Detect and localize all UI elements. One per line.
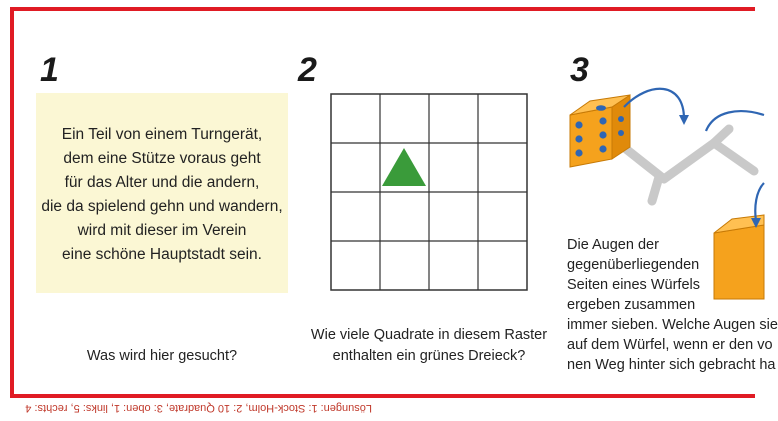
riddle-line: für das Alter und die andern, [64, 174, 260, 191]
puzzle-frame [10, 7, 778, 398]
puzzle-3-line: auf dem Würfel, wenn er den vo [567, 337, 773, 353]
puzzle-3-text [567, 235, 777, 375]
puzzle-2-question [296, 325, 562, 367]
riddle-line: dem eine Stütze voraus geht [63, 150, 261, 167]
solution-text: Lösungen: 1: Stock-Holm, 2: 10 Quadrate, 3: oben: 1, links: 5, rechts: 4 [25, 402, 372, 414]
riddle-line: Ein Teil von einem Turngerät, [61, 126, 263, 143]
riddle-line: wird mit dieser im Verein [77, 222, 247, 239]
die-pip [618, 116, 624, 122]
puzzle-3-line: nen Weg hinter sich gebracht ha [567, 357, 776, 373]
roll-arrow [706, 111, 764, 131]
puzzle-1-number: 1 [40, 51, 59, 89]
roll-arrow [624, 89, 684, 119]
die-pip [599, 117, 606, 124]
die-pip [596, 105, 606, 111]
puzzle-2-number: 2 [298, 51, 317, 89]
question-line: Wie viele Quadrate in diesem Raster [310, 327, 548, 343]
die-pip [575, 121, 582, 128]
die-top [570, 95, 630, 167]
riddle-line: die da spielend gehn und wandern, [41, 198, 283, 215]
square-grid [330, 93, 528, 291]
riddle-text [36, 123, 288, 267]
die-pip [599, 145, 606, 152]
die-pip [618, 130, 624, 136]
die-pip [575, 135, 582, 142]
riddle-box [36, 93, 288, 293]
die-pip [575, 149, 582, 156]
puzzle-3-line: immer sieben. Welche Augen sie [567, 317, 778, 333]
puzzle-1-question: Was wird hier gesucht? [86, 348, 238, 364]
puzzle-3-line: Seiten eines Würfels [567, 277, 700, 293]
die-pip [599, 131, 606, 138]
dice-path [626, 143, 754, 179]
puzzle-3-line: gegenüberliegenden [567, 257, 700, 273]
arrow-head [679, 115, 689, 125]
puzzle-3-line: Die Augen der [567, 237, 659, 253]
riddle-line: eine schöne Hauptstadt sein. [62, 246, 262, 263]
question-line: enthalten ein grünes Dreieck? [332, 348, 526, 364]
puzzle-3-line: ergeben zusammen [567, 297, 696, 313]
puzzle-3-number: 3 [570, 51, 589, 89]
